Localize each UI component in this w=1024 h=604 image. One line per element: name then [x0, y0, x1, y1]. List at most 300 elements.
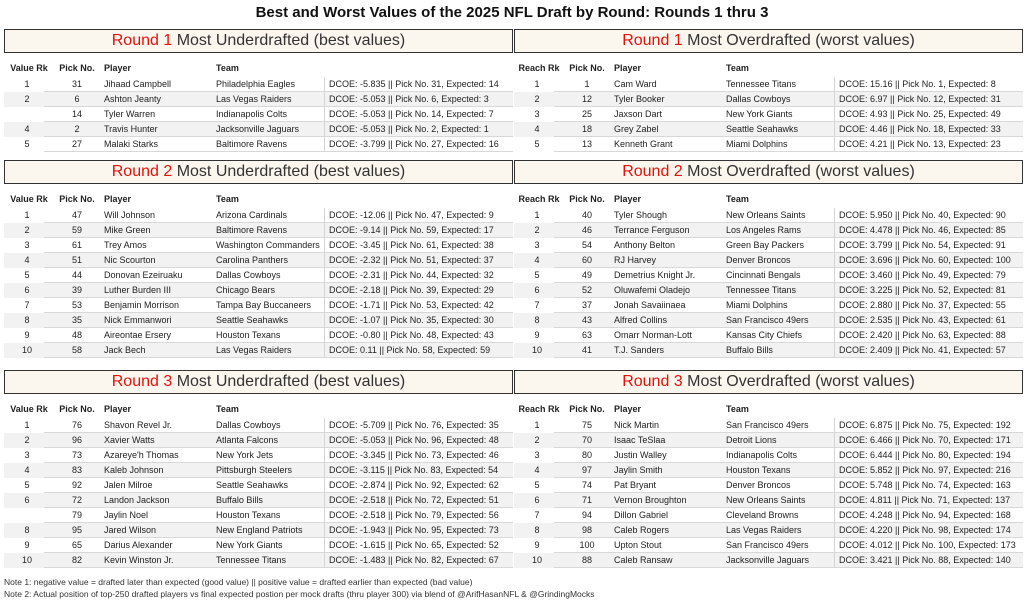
rank-cell: 10: [21, 345, 32, 355]
detail-cell: DCOE: 5.852 || Pick No. 97, Expected: 216: [834, 463, 1023, 478]
pick-cell: 46: [581, 225, 592, 235]
table-row: [514, 92, 1023, 107]
detail-cell: DCOE: 0.11 || Pick No. 58, Expected: 59: [324, 343, 513, 358]
pick-cell: 83: [71, 465, 82, 475]
player-cell: Darius Alexander: [104, 540, 173, 550]
player-cell: Travis Hunter: [104, 124, 158, 134]
rank-cell: 8: [534, 525, 540, 535]
detail-cell: DCOE: -5.053 || Pick No. 2, Expected: 1: [324, 122, 513, 137]
detail-cell: DCOE: 5.748 || Pick No. 74, Expected: 163: [834, 478, 1023, 493]
panel-header: [514, 160, 1023, 184]
rank-cell: 9: [24, 540, 30, 550]
team-cell: New Orleans Saints: [726, 495, 806, 505]
team-cell: Dallas Cowboys: [216, 420, 281, 430]
detail-cell: DCOE: -2.31 || Pick No. 44, Expected: 32: [324, 268, 513, 283]
player-cell: Alfred Collins: [614, 315, 668, 325]
player-cell: Landon Jackson: [104, 495, 170, 505]
panel-table: [514, 402, 1023, 568]
pick-cell: 1: [584, 79, 590, 89]
team-cell: Miami Dolphins: [726, 300, 788, 310]
pick-cell: 43: [581, 315, 592, 325]
detail-cell: DCOE: 4.46 || Pick No. 18, Expected: 33: [834, 122, 1023, 137]
team-cell: Baltimore Ravens: [216, 139, 288, 149]
team-cell: Houston Texans: [216, 510, 281, 520]
table-row: [4, 508, 513, 523]
rank-cell: 4: [24, 465, 30, 475]
team-cell: Buffalo Bills: [726, 345, 773, 355]
row-separator: [44, 357, 513, 358]
pick-cell: 35: [71, 315, 82, 325]
rank-cell: 7: [534, 510, 540, 520]
team-cell: New York Jets: [216, 450, 274, 460]
team-cell: Tennessee Titans: [726, 79, 797, 89]
detail-cell: DCOE: -1.943 || Pick No. 95, Expected: 73: [324, 523, 513, 538]
pick-cell: 41: [581, 345, 592, 355]
pick-cell: 40: [581, 210, 592, 220]
detail-cell: DCOE: -5.053 || Pick No. 14, Expected: 7: [324, 107, 513, 122]
team-cell: Seattle Seahawks: [216, 315, 289, 325]
player-cell: Nick Emmanwori: [104, 315, 172, 325]
player-header: Player: [104, 404, 132, 414]
table-panel-5: [4, 370, 513, 568]
player-header: Player: [104, 194, 132, 204]
row-separator: [554, 357, 1023, 358]
table-row: [514, 508, 1023, 523]
table-row: [4, 418, 513, 433]
team-header: Team: [216, 194, 239, 204]
team-cell: Dallas Cowboys: [216, 270, 281, 280]
player-cell: Demetrius Knight Jr.: [614, 270, 696, 280]
rank-cell: 1: [534, 79, 540, 89]
pick-cell: 51: [71, 255, 82, 265]
table-row: [514, 238, 1023, 253]
team-cell: Miami Dolphins: [726, 139, 788, 149]
panel-header: [514, 370, 1023, 394]
detail-cell: DCOE: -3.115 || Pick No. 83, Expected: 54: [324, 463, 513, 478]
detail-cell: DCOE: 6.444 || Pick No. 80, Expected: 194: [834, 448, 1023, 463]
rank-header: Value Rk: [10, 194, 48, 204]
round-label: Round 3: [622, 373, 683, 390]
player-cell: Jack Bech: [104, 345, 146, 355]
pick-header: Pick No.: [569, 404, 605, 414]
pick-cell: 92: [71, 480, 82, 490]
detail-cell: DCOE: -3.45 || Pick No. 61, Expected: 38: [324, 238, 513, 253]
table-row: [514, 107, 1023, 122]
table-row: [4, 343, 513, 358]
pick-header: Pick No.: [569, 63, 605, 73]
pick-cell: 39: [71, 285, 82, 295]
detail-cell: DCOE: 6.466 || Pick No. 70, Expected: 171: [834, 433, 1023, 448]
player-cell: Ashton Jeanty: [104, 94, 162, 104]
rank-cell: 9: [24, 330, 30, 340]
detail-cell: DCOE: 3.460 || Pick No. 49, Expected: 79: [834, 268, 1023, 283]
player-cell: Tyler Warren: [104, 109, 156, 119]
pick-cell: 71: [581, 495, 592, 505]
player-cell: T.J. Sanders: [614, 345, 665, 355]
detail-cell: DCOE: 5.950 || Pick No. 40, Expected: 90: [834, 208, 1023, 223]
team-cell: Detroit Lions: [726, 435, 777, 445]
detail-cell: DCOE: 6.875 || Pick No. 75, Expected: 192: [834, 418, 1023, 433]
rank-cell: 9: [534, 540, 540, 550]
rank-cell: 1: [534, 210, 540, 220]
detail-cell: DCOE: -1.07 || Pick No. 35, Expected: 30: [324, 313, 513, 328]
player-cell: Jaylin Smith: [614, 465, 663, 475]
detail-cell: DCOE: 4.248 || Pick No. 94, Expected: 168: [834, 508, 1023, 523]
team-cell: Jacksonville Jaguars: [726, 555, 810, 565]
round-label: Round 2: [622, 163, 683, 180]
rank-cell: 10: [21, 555, 32, 565]
team-cell: Seattle Seahawks: [726, 124, 799, 134]
team-header: Team: [726, 194, 749, 204]
player-header: Player: [614, 194, 642, 204]
player-cell: Omarr Norman-Lott: [614, 330, 693, 340]
rank-cell: 7: [24, 300, 30, 310]
table-row: [514, 298, 1023, 313]
rank-cell: 5: [24, 139, 30, 149]
pick-cell: 6: [74, 94, 80, 104]
player-cell: Tyler Booker: [614, 94, 665, 104]
player-cell: Shavon Revel Jr.: [104, 420, 173, 430]
table-row: [4, 107, 513, 122]
team-header: Team: [726, 63, 749, 73]
table-row: [514, 418, 1023, 433]
player-cell: RJ Harvey: [614, 255, 657, 265]
table-row: [514, 448, 1023, 463]
table-row: [4, 553, 513, 568]
row-separator: [44, 567, 513, 568]
table-row: [4, 238, 513, 253]
table-row: [4, 253, 513, 268]
rank-cell: 6: [534, 285, 540, 295]
rank-cell: 2: [24, 94, 30, 104]
detail-cell: DCOE: 3.225 || Pick No. 52, Expected: 81: [834, 283, 1023, 298]
pick-cell: 12: [581, 94, 592, 104]
panel-heading: Most Underdrafted (best values): [172, 163, 406, 180]
player-header: Player: [104, 63, 132, 73]
detail-cell: DCOE: -1.615 || Pick No. 65, Expected: 52: [324, 538, 513, 553]
pick-cell: 76: [71, 420, 82, 430]
team-cell: Cleveland Browns: [726, 510, 799, 520]
table-row: [514, 328, 1023, 343]
detail-cell: DCOE: 3.696 || Pick No. 60, Expected: 100: [834, 253, 1023, 268]
pick-cell: 31: [71, 79, 82, 89]
detail-cell: DCOE: -12.06 || Pick No. 47, Expected: 9: [324, 208, 513, 223]
player-cell: Xavier Watts: [104, 435, 155, 445]
player-cell: Malaki Starks: [104, 139, 159, 149]
pick-cell: 13: [581, 139, 592, 149]
player-cell: Nic Scourton: [104, 255, 156, 265]
team-cell: Baltimore Ravens: [216, 225, 288, 235]
detail-cell: DCOE: 4.220 || Pick No. 98, Expected: 174: [834, 523, 1023, 538]
footnotes: [4, 577, 595, 600]
table-row: [4, 328, 513, 343]
pick-cell: 74: [581, 480, 592, 490]
rank-cell: 3: [534, 109, 540, 119]
player-cell: Jihaad Campbell: [104, 79, 172, 89]
team-cell: Tennessee Titans: [216, 555, 287, 565]
rank-cell: 4: [534, 465, 540, 475]
pick-cell: 73: [71, 450, 82, 460]
pick-cell: 98: [581, 525, 592, 535]
table-row: [514, 223, 1023, 238]
detail-cell: DCOE: -3.345 || Pick No. 73, Expected: 46: [324, 448, 513, 463]
detail-cell: DCOE: -5.835 || Pick No. 31, Expected: 14: [324, 77, 513, 92]
team-cell: Buffalo Bills: [216, 495, 263, 505]
player-cell: Jaylin Noel: [104, 510, 149, 520]
panel-heading: Most Overdrafted (worst values): [682, 373, 915, 390]
rank-cell: 4: [534, 255, 540, 265]
table-row: [4, 433, 513, 448]
rank-cell: 3: [534, 240, 540, 250]
rank-cell: 9: [534, 330, 540, 340]
table-row: [4, 208, 513, 223]
player-cell: Grey Zabel: [614, 124, 659, 134]
table-row: [514, 137, 1023, 152]
rank-header: Value Rk: [10, 63, 48, 73]
team-cell: San Francisco 49ers: [726, 420, 809, 430]
detail-cell: DCOE: -5.053 || Pick No. 6, Expected: 3: [324, 92, 513, 107]
note-1: Note 1: negative value = drafted later than expected (good value) || positive value = drafted earlier than expected (bad value): [4, 577, 473, 587]
rank-header: Reach Rk: [518, 404, 560, 414]
table-row: [514, 343, 1023, 358]
rank-cell: 2: [534, 435, 540, 445]
rank-cell: 2: [24, 435, 30, 445]
player-cell: Kaleb Johnson: [104, 465, 164, 475]
detail-cell: DCOE: 3.421 || Pick No. 88, Expected: 140: [834, 553, 1023, 568]
row-separator: [554, 151, 1023, 152]
rank-cell: 3: [24, 240, 30, 250]
table-row: [514, 523, 1023, 538]
rank-cell: 2: [534, 94, 540, 104]
pick-cell: 97: [581, 465, 592, 475]
pick-cell: 80: [581, 450, 592, 460]
pick-cell: 65: [71, 540, 82, 550]
player-cell: Kevin Winston Jr.: [104, 555, 174, 565]
team-cell: Washington Commanders: [216, 240, 320, 250]
panel-header: [514, 29, 1023, 53]
table-row: [4, 298, 513, 313]
detail-cell: DCOE: 4.93 || Pick No. 25, Expected: 49: [834, 107, 1023, 122]
detail-cell: DCOE: 4.478 || Pick No. 46, Expected: 85: [834, 223, 1023, 238]
team-cell: Jacksonville Jaguars: [216, 124, 300, 134]
player-cell: Kenneth Grant: [614, 139, 673, 149]
panel-heading: Most Underdrafted (best values): [172, 32, 406, 49]
team-cell: Arizona Cardinals: [216, 210, 288, 220]
player-cell: Luther Burden III: [104, 285, 172, 295]
team-header: Team: [216, 404, 239, 414]
table-row: [4, 223, 513, 238]
rank-cell: 6: [24, 285, 30, 295]
detail-cell: DCOE: -5.053 || Pick No. 96, Expected: 48: [324, 433, 513, 448]
table-panel-6: [514, 370, 1023, 568]
detail-cell: DCOE: -0.80 || Pick No. 48, Expected: 43: [324, 328, 513, 343]
player-cell: Jonah Savaiinaea: [614, 300, 686, 310]
pick-header: Pick No.: [59, 63, 95, 73]
rank-cell: 8: [24, 315, 30, 325]
table-panel-4: [514, 160, 1023, 358]
pick-cell: 60: [581, 255, 592, 265]
panel-heading: Most Underdrafted (best values): [172, 373, 406, 390]
detail-cell: DCOE: -1.71 || Pick No. 53, Expected: 42: [324, 298, 513, 313]
round-label: Round 1: [622, 32, 683, 49]
rank-cell: 1: [24, 210, 30, 220]
table-row: [514, 463, 1023, 478]
team-header: Team: [216, 63, 239, 73]
panel-heading: Most Overdrafted (worst values): [682, 32, 915, 49]
player-header: Player: [614, 63, 642, 73]
rank-cell: 5: [24, 270, 30, 280]
rank-cell: 10: [531, 555, 542, 565]
player-cell: Dillon Gabriel: [614, 510, 669, 520]
pick-header: Pick No.: [59, 404, 95, 414]
player-cell: Oluwafemi Oladejo: [614, 285, 691, 295]
team-cell: Denver Broncos: [726, 255, 791, 265]
team-cell: New Orleans Saints: [726, 210, 806, 220]
detail-cell: DCOE: -1.483 || Pick No. 82, Expected: 67: [324, 553, 513, 568]
panel-table: [4, 61, 513, 152]
team-cell: Indianapolis Colts: [726, 450, 798, 460]
table-row: [514, 268, 1023, 283]
table-row: [514, 77, 1023, 92]
pick-cell: 2: [74, 124, 80, 134]
rank-cell: 5: [24, 480, 30, 490]
table-row: [514, 538, 1023, 553]
rank-cell: 3: [24, 450, 30, 460]
player-header: Player: [614, 404, 642, 414]
table-panel-3: [4, 160, 513, 358]
panel-table: [4, 192, 513, 358]
detail-cell: DCOE: 4.21 || Pick No. 13, Expected: 23: [834, 137, 1023, 152]
table-row: [4, 523, 513, 538]
team-cell: Carolina Panthers: [216, 255, 289, 265]
rank-cell: 4: [24, 255, 30, 265]
player-cell: Jalen Milroe: [104, 480, 153, 490]
pick-cell: 95: [71, 525, 82, 535]
team-cell: Las Vegas Raiders: [216, 94, 292, 104]
player-cell: Tyler Shough: [614, 210, 668, 220]
panel-header: [4, 370, 513, 394]
round-label: Round 1: [111, 32, 173, 49]
rank-cell: 8: [24, 525, 30, 535]
pick-cell: 25: [581, 109, 592, 119]
rank-cell: 5: [534, 480, 540, 490]
pick-cell: 94: [581, 510, 592, 520]
team-cell: New England Patriots: [216, 525, 303, 535]
rank-cell: 2: [24, 225, 30, 235]
player-cell: Terrance Ferguson: [614, 225, 690, 235]
table-row: [514, 553, 1023, 568]
table-row: [4, 448, 513, 463]
player-cell: Aireontae Ersery: [104, 330, 172, 340]
note-2: Note 2: Actual position of top-250 drafted players vs final expected postion per mock drafts (thru player 300) via blend of @ArifHasanNFL & @GrindingMocks: [4, 588, 595, 599]
table-row: [514, 208, 1023, 223]
pick-cell: 70: [581, 435, 592, 445]
player-cell: Azareye'h Thomas: [104, 450, 179, 460]
pick-cell: 14: [71, 109, 82, 119]
table-row: [514, 283, 1023, 298]
pick-cell: 88: [581, 555, 592, 565]
team-cell: Kansas City Chiefs: [726, 330, 803, 340]
pick-cell: 82: [71, 555, 82, 565]
player-cell: Donovan Ezeiruaku: [104, 270, 183, 280]
detail-cell: DCOE: 15.16 || Pick No. 1, Expected: 8: [834, 77, 1023, 92]
pick-cell: 48: [71, 330, 82, 340]
rank-header: Reach Rk: [518, 194, 560, 204]
table-row: [4, 478, 513, 493]
team-cell: Houston Texans: [216, 330, 281, 340]
pick-cell: 58: [71, 345, 82, 355]
panel-header: [4, 160, 513, 184]
round-label: Round 2: [111, 163, 173, 180]
table-panel-2: [514, 29, 1023, 152]
team-cell: Indianapolis Colts: [216, 109, 288, 119]
team-cell: San Francisco 49ers: [726, 540, 809, 550]
player-cell: Nick Martin: [614, 420, 660, 430]
team-cell: Tampa Bay Buccaneers: [216, 300, 312, 310]
player-cell: Will Johnson: [104, 210, 156, 220]
team-cell: Dallas Cowboys: [726, 94, 791, 104]
table-panel-1: [4, 29, 513, 152]
rank-cell: 8: [534, 315, 540, 325]
team-cell: New York Giants: [216, 540, 283, 550]
table-row: [4, 268, 513, 283]
detail-cell: DCOE: -3.799 || Pick No. 27, Expected: 16: [324, 137, 513, 152]
team-cell: Philadelphia Eagles: [216, 79, 296, 89]
pick-cell: 53: [71, 300, 82, 310]
player-cell: Caleb Rogers: [614, 525, 670, 535]
pick-header: Pick No.: [59, 194, 95, 204]
rank-cell: 2: [534, 225, 540, 235]
pick-cell: 100: [579, 540, 595, 550]
rank-cell: 1: [534, 420, 540, 430]
rank-cell: 5: [534, 139, 540, 149]
pick-cell: 54: [581, 240, 592, 250]
detail-cell: DCOE: -2.874 || Pick No. 92, Expected: 62: [324, 478, 513, 493]
table-row: [514, 122, 1023, 137]
detail-cell: DCOE: -2.518 || Pick No. 72, Expected: 51: [324, 493, 513, 508]
player-cell: Jaxson Dart: [614, 109, 663, 119]
table-row: [4, 122, 513, 137]
table-row: [514, 253, 1023, 268]
player-cell: Benjamin Morrison: [104, 300, 180, 310]
rank-cell: 6: [24, 495, 30, 505]
team-cell: Las Vegas Raiders: [216, 345, 292, 355]
detail-cell: DCOE: 6.97 || Pick No. 12, Expected: 31: [834, 92, 1023, 107]
player-cell: Jared Wilson: [104, 525, 157, 535]
player-cell: Cam Ward: [614, 79, 657, 89]
team-cell: Pittsburgh Steelers: [216, 465, 293, 475]
pick-header: Pick No.: [569, 194, 605, 204]
page-title: Best and Worst Values of the 2025 NFL Draft by Round: Rounds 1 thru 3: [255, 4, 769, 21]
detail-cell: DCOE: 4.012 || Pick No. 100, Expected: 173: [834, 538, 1023, 553]
team-cell: Seattle Seahawks: [216, 480, 289, 490]
pick-cell: 59: [71, 225, 82, 235]
rank-cell: 7: [534, 300, 540, 310]
team-cell: Chicago Bears: [216, 285, 276, 295]
detail-cell: DCOE: 3.799 || Pick No. 54, Expected: 91: [834, 238, 1023, 253]
team-cell: Tennessee Titans: [726, 285, 797, 295]
panel-heading: Most Overdrafted (worst values): [682, 163, 915, 180]
panel-table: [4, 402, 513, 568]
table-row: [514, 478, 1023, 493]
rank-header: Value Rk: [10, 404, 48, 414]
team-cell: Houston Texans: [726, 465, 791, 475]
player-cell: Anthony Belton: [614, 240, 676, 250]
team-cell: Las Vegas Raiders: [726, 525, 802, 535]
pick-cell: 72: [71, 495, 82, 505]
player-cell: Isaac TeSlaa: [614, 435, 666, 445]
rank-cell: 4: [534, 124, 540, 134]
